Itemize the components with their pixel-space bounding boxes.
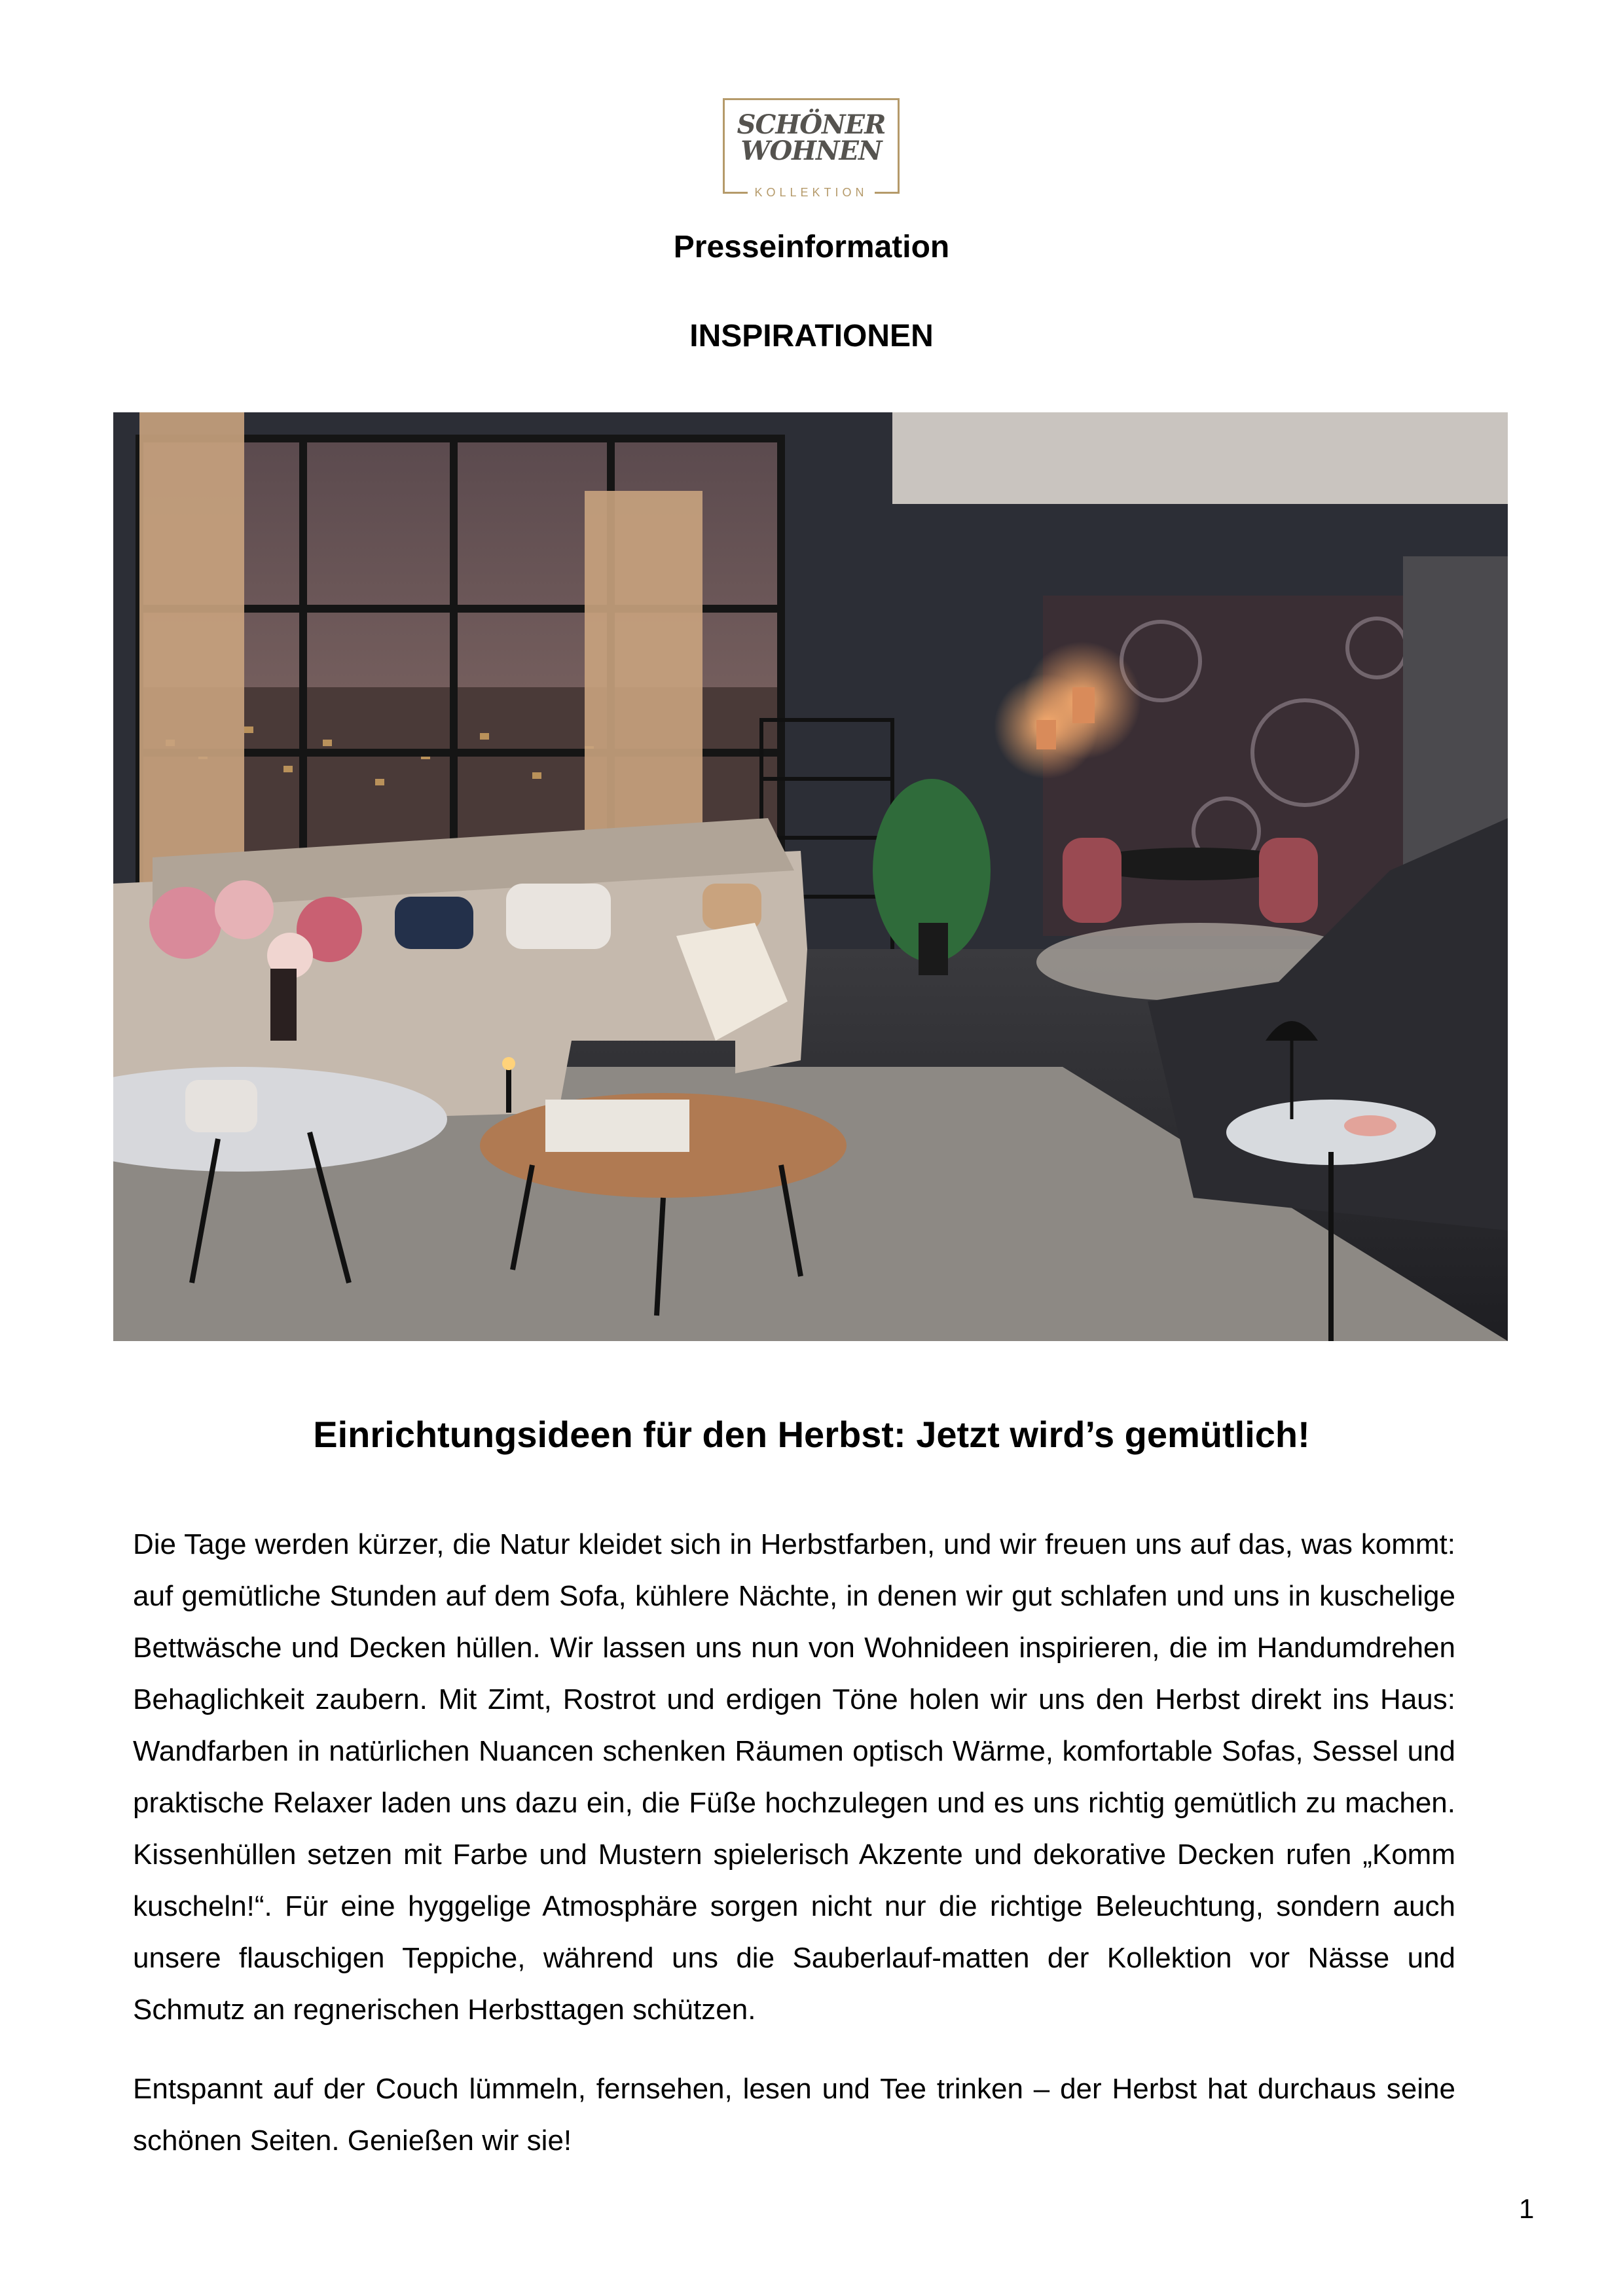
logo-line-3: KOLLEKTION <box>725 185 898 200</box>
logo-line-2: WOHNEN <box>740 135 882 166</box>
document-type: Presseinformation <box>673 230 950 264</box>
article-paragraph-1: Die Tage werden kürzer, die Natur kleidet sich in Herbstfarben, und wir freuen uns auf das, was kommt: auf gemütliche Stunden auf dem Sofa, kühlere Nächte, in denen wir gut schlafen und uns in kuschelige Bettwäsche und Decken hüllen. Wir lassen uns nun von Wohnideen inspirieren, die im Handumdrehen Behaglichkeit zaubern. Mit Zimt, Rostrot und erdigen Töne holen wir uns den Herbst direkt ins Haus: Wandfarben in natürlichen Nuancen schenken Räumen optisch Wärme, komfortable Sofas, Sessel und praktische Relaxer laden uns dazu ein, die Füße hochzulegen und es uns richtig gemütlich zu machen. Kissenhüllen setzen mit Farbe und Mustern spielerisch Akzente und dekorative Decken rufen „Komm kuscheln!“. Für eine hyggelige Atmosphäre sorgen nicht nur die richtige Beleuchtung, sondern auch unsere flauschigen Teppiche, während uns die Sauberlauf-matten der Kollektion vor Nässe und Schmutz an regnerischen Herbsttagen schützen. <box>133 1528 1455 2026</box>
living-room-photo <box>113 412 1508 1341</box>
article-headline: Einrichtungsideen für den Herbst: Jetzt wird’s gemütlich! <box>313 1414 1310 1455</box>
article-paragraph-2: Entspannt auf der Couch lümmeln, fernsehen, lesen und Tee trinken – der Herbst hat durchaus seine schönen Seiten. Genießen wir sie! <box>133 2073 1455 2157</box>
section-label: INSPIRATIONEN <box>689 319 934 353</box>
page-number: 1 <box>1519 2193 1535 2224</box>
brand-logo <box>723 98 900 199</box>
logo-line-1: SCHÖNER <box>737 109 886 140</box>
living-room-photo-icon <box>113 412 1508 1341</box>
